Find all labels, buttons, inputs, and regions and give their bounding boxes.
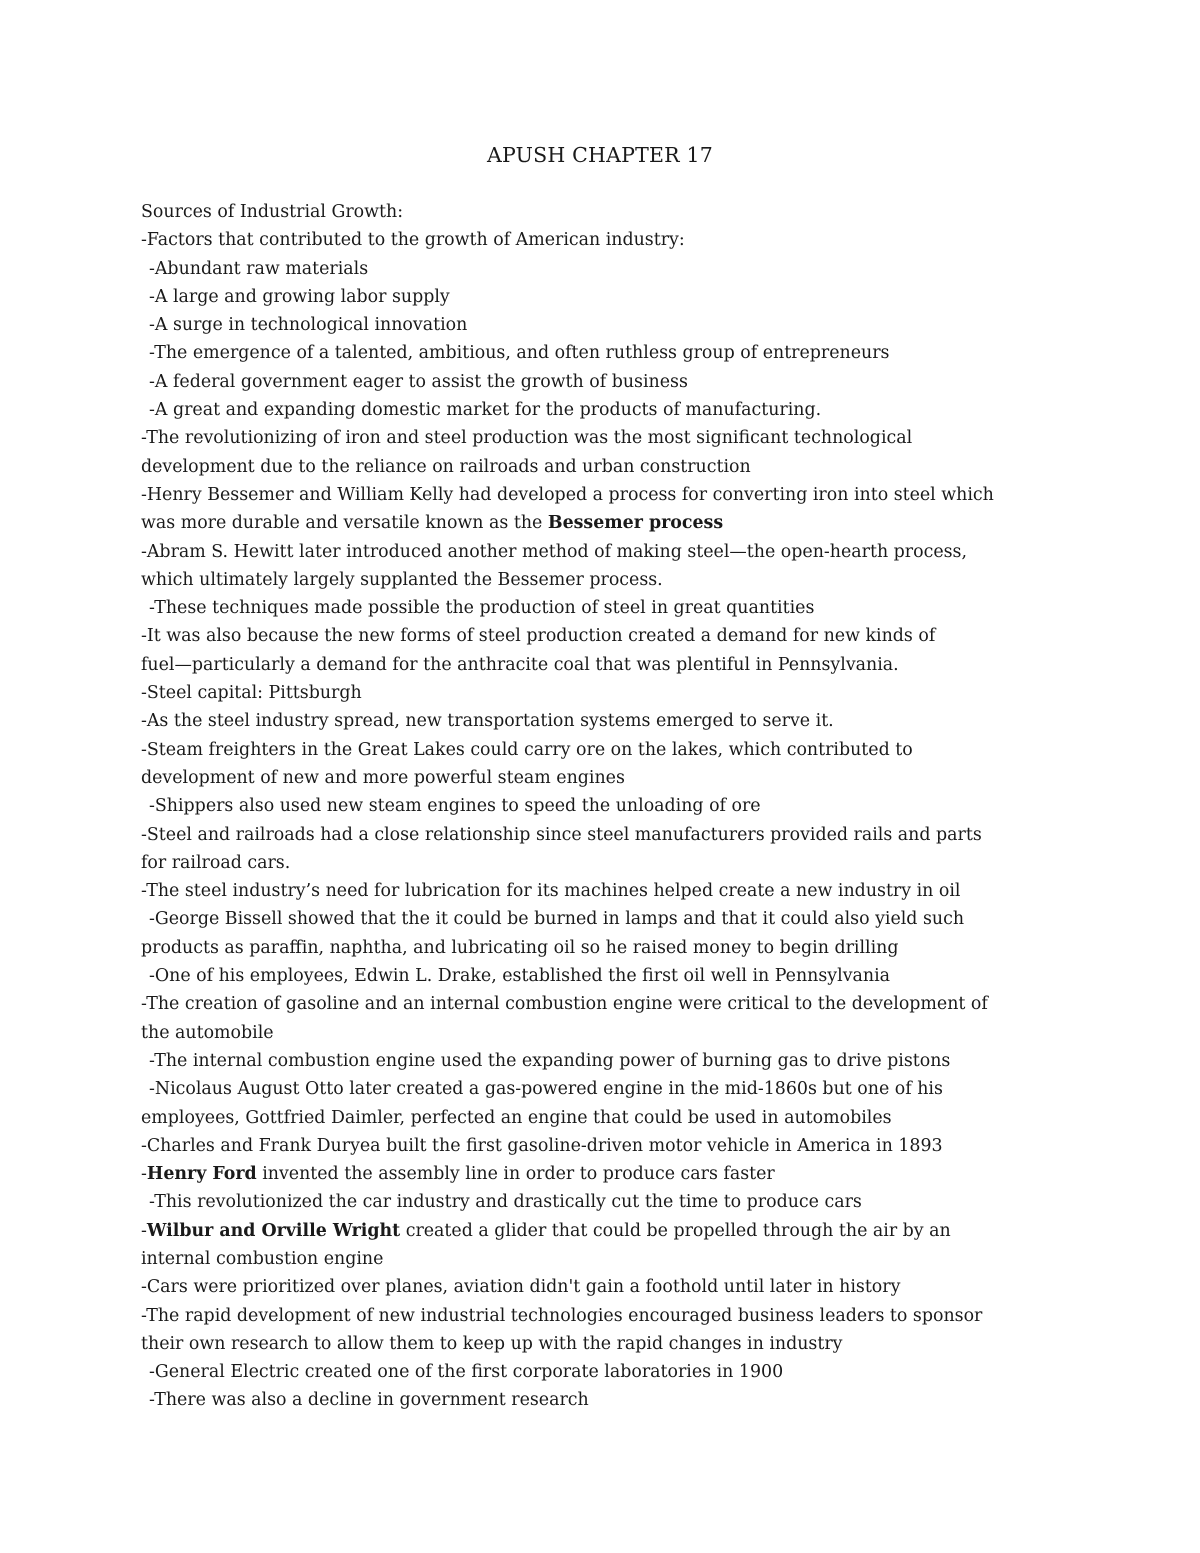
- note-line: -Abundant raw materials: [149, 258, 369, 279]
- note-line: -A great and expanding domestic market for the products of manufacturing.: [149, 400, 822, 421]
- note-line: -A surge in technological innovation: [149, 315, 468, 336]
- note-line: the automobile: [141, 1022, 274, 1043]
- key-term: Henry Ford: [146, 1164, 257, 1185]
- page-title: APUSH CHAPTER 17: [487, 143, 713, 167]
- note-line: -These techniques made possible the production of steel in great quantities: [149, 598, 815, 619]
- notes-body: [141, 198, 1071, 1415]
- note-line-text: created a glider that could be propelled through the air by an: [400, 1220, 951, 1241]
- note-line: -Factors that contributed to the growth of American industry:: [141, 230, 685, 251]
- note-line: -Shippers also used new steam engines to speed the unloading of ore: [149, 796, 761, 817]
- note-line: [141, 509, 1071, 537]
- note-line: -Steel and railroads had a close relationship since steel manufacturers provided rails and parts: [141, 824, 982, 845]
- note-line: -General Electric created one of the first corporate laboratories in 1900: [149, 1362, 784, 1383]
- note-line: -Steel capital: Pittsburgh: [141, 683, 362, 704]
- note-line: -Abram S. Hewitt later introduced another method of making steel—the open-hearth process,: [141, 541, 967, 562]
- note-line: which ultimately largely supplanted the Bessemer process.: [141, 569, 663, 590]
- note-line: products as paraffin, naphtha, and lubricating oil so he raised money to begin drilling: [141, 937, 899, 958]
- note-line: -The revolutionizing of iron and steel production was the most significant technological: [141, 428, 913, 449]
- note-line: -Steam freighters in the Great Lakes could carry ore on the lakes, which contributed to: [141, 739, 913, 760]
- note-line-text: invented the assembly line in order to produce cars faster: [256, 1164, 775, 1185]
- note-line: fuel—particularly a demand for the anthracite coal that was plentiful in Pennsylvania.: [141, 654, 899, 675]
- note-line: employees, Gottfried Daimler, perfected an engine that could be used in automobiles: [141, 1107, 892, 1128]
- note-line: -Nicolaus August Otto later created a gas-powered engine in the mid-1860s but one of his: [149, 1079, 943, 1100]
- note-line: -The emergence of a talented, ambitious, and often ruthless group of entrepreneurs: [149, 343, 890, 364]
- note-line: -The steel industry’s need for lubrication for its machines helped create a new industry in oil: [141, 881, 961, 902]
- note-line-text: was more durable and versatile known as the: [141, 513, 548, 534]
- note-line: -The rapid development of new industrial technologies encouraged business leaders to sponsor: [141, 1305, 983, 1326]
- note-line: development due to the reliance on railroads and urban construction: [141, 456, 751, 477]
- note-line-text: -: [141, 1220, 147, 1241]
- note-line: -It was also because the new forms of steel production created a demand for new kinds of: [141, 626, 936, 647]
- key-term: Bessemer process: [547, 513, 724, 534]
- note-line: -George Bissell showed that the it could be burned in lamps and that it could also yield such: [149, 909, 965, 930]
- note-line: development of new and more powerful steam engines: [141, 767, 625, 788]
- note-line: -Henry Bessemer and William Kelly had developed a process for converting iron into steel which: [141, 484, 994, 505]
- note-line-text: -: [141, 1164, 147, 1185]
- note-line: [141, 1217, 1071, 1245]
- note-line: -The creation of gasoline and an internal combustion engine were critical to the development of: [141, 994, 988, 1015]
- note-line: for railroad cars.: [141, 852, 291, 873]
- note-line: -Charles and Frank Duryea built the first gasoline-driven motor vehicle in America in 1893: [141, 1135, 943, 1156]
- note-line: Sources of Industrial Growth:: [141, 202, 404, 222]
- note-line: -Cars were prioritized over planes, aviation didn't gain a foothold until later in history: [141, 1277, 901, 1298]
- note-line: -A federal government eager to assist the growth of business: [149, 371, 688, 392]
- note-line: -A large and growing labor supply: [149, 286, 450, 307]
- key-term: Wilbur and Orville Wright: [146, 1220, 401, 1241]
- note-line: internal combustion engine: [141, 1248, 384, 1269]
- note-line: -One of his employees, Edwin L. Drake, established the first oil well in Pennsylvania: [149, 966, 891, 987]
- note-line: -The internal combustion engine used the expanding power of burning gas to drive pistons: [149, 1050, 951, 1071]
- note-line: [141, 1160, 1071, 1188]
- note-line: their own research to allow them to keep up with the rapid changes in industry: [141, 1333, 843, 1354]
- note-line: -This revolutionized the car industry and drastically cut the time to produce cars: [149, 1192, 862, 1213]
- note-line: -As the steel industry spread, new transportation systems emerged to serve it.: [141, 711, 834, 732]
- note-line: -There was also a decline in government research: [149, 1390, 589, 1411]
